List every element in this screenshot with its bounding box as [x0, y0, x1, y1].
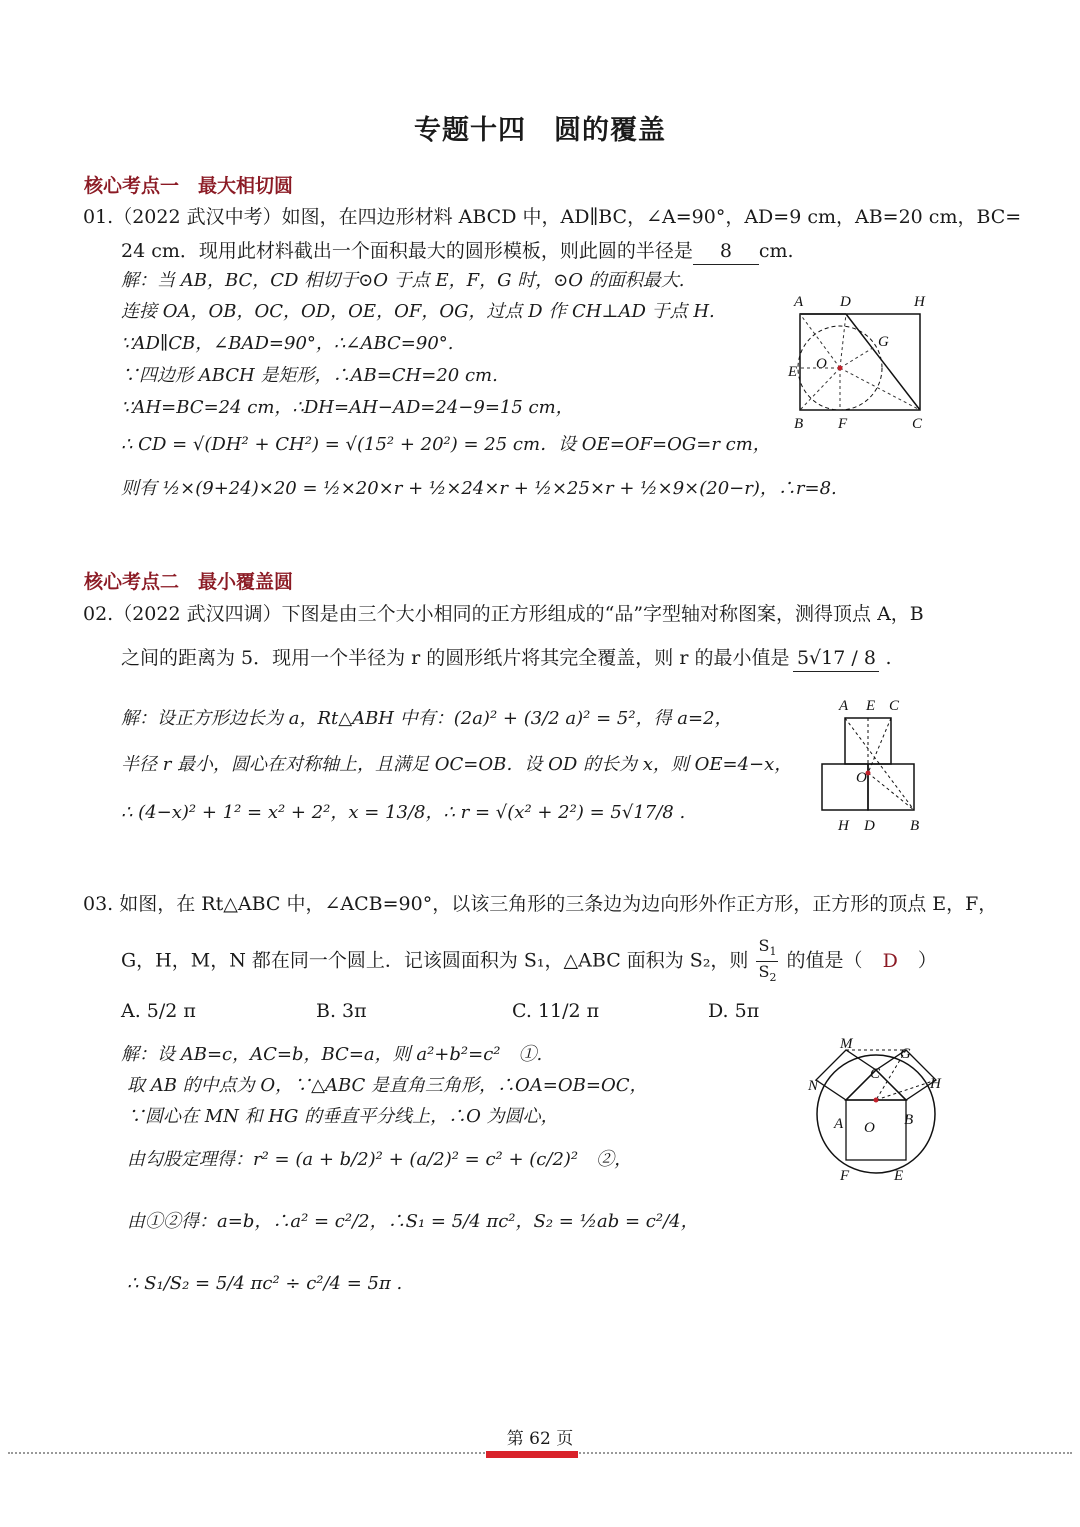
- figure-1-quadrilateral: [780, 290, 940, 435]
- solution-1-line6: ∴ CD = √(DH² + CH²) = √(15² + 20²) = 25 cm．设 OE=OF=OG=r cm，: [121, 434, 771, 455]
- fig3-label-G: G: [900, 1046, 911, 1062]
- fig1-label-C: C: [912, 416, 923, 432]
- fig2-label-E: E: [866, 698, 876, 714]
- question-1-line2: 24 cm．现用此材料截出一个面积最大的圆形模板，则此圆的半径是 8 cm.: [121, 238, 794, 265]
- fig2-label-D: D: [864, 818, 875, 834]
- solution-1-line1: 解：当 AB，BC，CD 相切于⊙O 于点 E，F，G 时，⊙O 的面积最大.: [121, 270, 685, 291]
- option-B: B. 3π: [316, 1000, 367, 1022]
- solution-3-line3: ∵圆心在 MN 和 HG 的垂直平分线上，∴O 为圆心，: [127, 1106, 559, 1127]
- fig3-label-E: E: [894, 1168, 904, 1184]
- solution-3-line4: 由勾股定理得：r² = (a + b/2)² + (a/2)² = c² + (c/2)² ②，: [127, 1149, 633, 1170]
- fig2-label-A: A: [839, 698, 849, 714]
- question-3-line2: G，H，M，N 都在同一个圆上．记该圆面积为 S₁，△ABC 面积为 S₂，则 $\frac{S_1}{S_2}$ 的值是（ D ）: [121, 936, 937, 985]
- question-1-line1: 01.（2022 武汉中考）如图，在四边形材料 ABCD 中，AD∥BC，∠A=90°，AD=9 cm，AB=20 cm，BC=: [83, 206, 1022, 228]
- section-heading-1: 核心考点一 最大相切圆: [84, 175, 294, 197]
- answer-3: D: [882, 949, 898, 972]
- option-D: D. 5π: [708, 1000, 760, 1022]
- footer-accent-bar: [486, 1451, 578, 1458]
- solution-2-line1: 解：设正方形边长为 a，Rt△ABH 中有：(2a)² + (3/2 a)² = 5²，得 a=2，: [121, 708, 733, 729]
- question-3-line1: 03. 如图，在 Rt△ABC 中，∠ACB=90°，以该三角形的三条边为边向形外作正方形，正方形的顶点 E，F，: [83, 893, 998, 915]
- fig2-label-H: H: [838, 818, 849, 834]
- fig1-label-E: E: [788, 364, 798, 380]
- fig3-label-F: F: [840, 1168, 850, 1184]
- answer-blank-1: 8: [693, 238, 759, 265]
- solution-3-line6: ∴ S₁/S₂ = 5/4 πc² ÷ c²/4 = 5π .: [127, 1273, 403, 1294]
- fig1-label-H: H: [914, 294, 925, 310]
- fig1-label-G: G: [878, 334, 889, 350]
- solution-2-line3: ∴ (4−x)² + 1² = x² + 2²，x = 13/8，∴ r = √(x² + 2²) = 5√17/8 .: [121, 802, 686, 823]
- fig1-label-A: A: [794, 294, 804, 310]
- question-2-line1: 02.（2022 武汉四调）下图是由三个大小相同的正方形组成的“品”字型轴对称图案，测得顶点 A，B: [83, 603, 924, 625]
- solution-3-line5: 由①②得：a=b，∴a² = c²/2，∴S₁ = 5/4 πc²，S₂ = ½ab = c²/4，: [127, 1211, 699, 1232]
- solution-1-line3: ∵AD∥CB，∠BAD=90°，∴∠ABC=90°.: [121, 333, 454, 354]
- fig1-label-B: B: [794, 416, 804, 432]
- fig3-label-H: H: [930, 1076, 941, 1092]
- page-number: 第 62 页: [506, 1429, 574, 1449]
- solution-1-line7: 则有 ½×(9+24)×20 = ½×20×r + ½×24×r + ½×25×r + ½×9×(20−r)，∴r=8.: [121, 478, 837, 499]
- solution-3-line2: 取 AB 的中点为 O，∵△ABC 是直角三角形，∴OA=OB=OC，: [127, 1075, 648, 1096]
- fig1-label-D: D: [840, 294, 851, 310]
- solution-1-line2: 连接 OA，OB，OC，OD，OE，OF，OG，过点 D 作 CH⊥AD 于点 H.: [121, 301, 715, 322]
- solution-3-line1: 解：设 AB=c，AC=b，BC=a，则 a²+b²=c² ①.: [121, 1044, 543, 1065]
- solution-1-line4: ∵四边形 ABCH 是矩形，∴AB=CH=20 cm.: [121, 365, 498, 386]
- option-A: A. 5/2 π: [121, 1000, 196, 1022]
- question-2-line2: 之间的距离为 5．现用一个半径为 r 的圆形纸片将其完全覆盖，则 r 的最小值是 5√17 / 8 .: [121, 645, 892, 672]
- solution-2-line2: 半径 r 最小，圆心在对称轴上，且满足 OC=OB．设 OD 的长为 x，则 OE=4−x，: [121, 754, 793, 775]
- fig3-label-N: N: [808, 1078, 819, 1094]
- figure-3-circle-squares: [800, 1038, 950, 1188]
- option-C: C. 11/2 π: [512, 1000, 600, 1022]
- fig2-label-C: C: [889, 698, 900, 714]
- fig2-label-O: O: [856, 770, 867, 786]
- fig3-label-O: O: [864, 1120, 875, 1136]
- fig1-label-O: O: [816, 356, 827, 372]
- fig3-label-B: B: [904, 1112, 914, 1128]
- section-heading-2: 核心考点二 最小覆盖圆: [84, 571, 294, 593]
- fig3-label-A: A: [834, 1116, 844, 1132]
- fig3-label-C: C: [870, 1066, 881, 1082]
- solution-1-line5: ∵AH=BC=24 cm，∴DH=AH−AD=24−9=15 cm，: [121, 397, 574, 418]
- figure-2-pin-shape: [810, 690, 930, 840]
- fig1-label-F: F: [838, 416, 848, 432]
- page-title: 专题十四 圆的覆盖: [414, 115, 666, 146]
- answer-blank-2: 5√17 / 8: [793, 645, 879, 672]
- fig2-label-B: B: [910, 818, 920, 834]
- fig3-label-M: M: [840, 1038, 853, 1052]
